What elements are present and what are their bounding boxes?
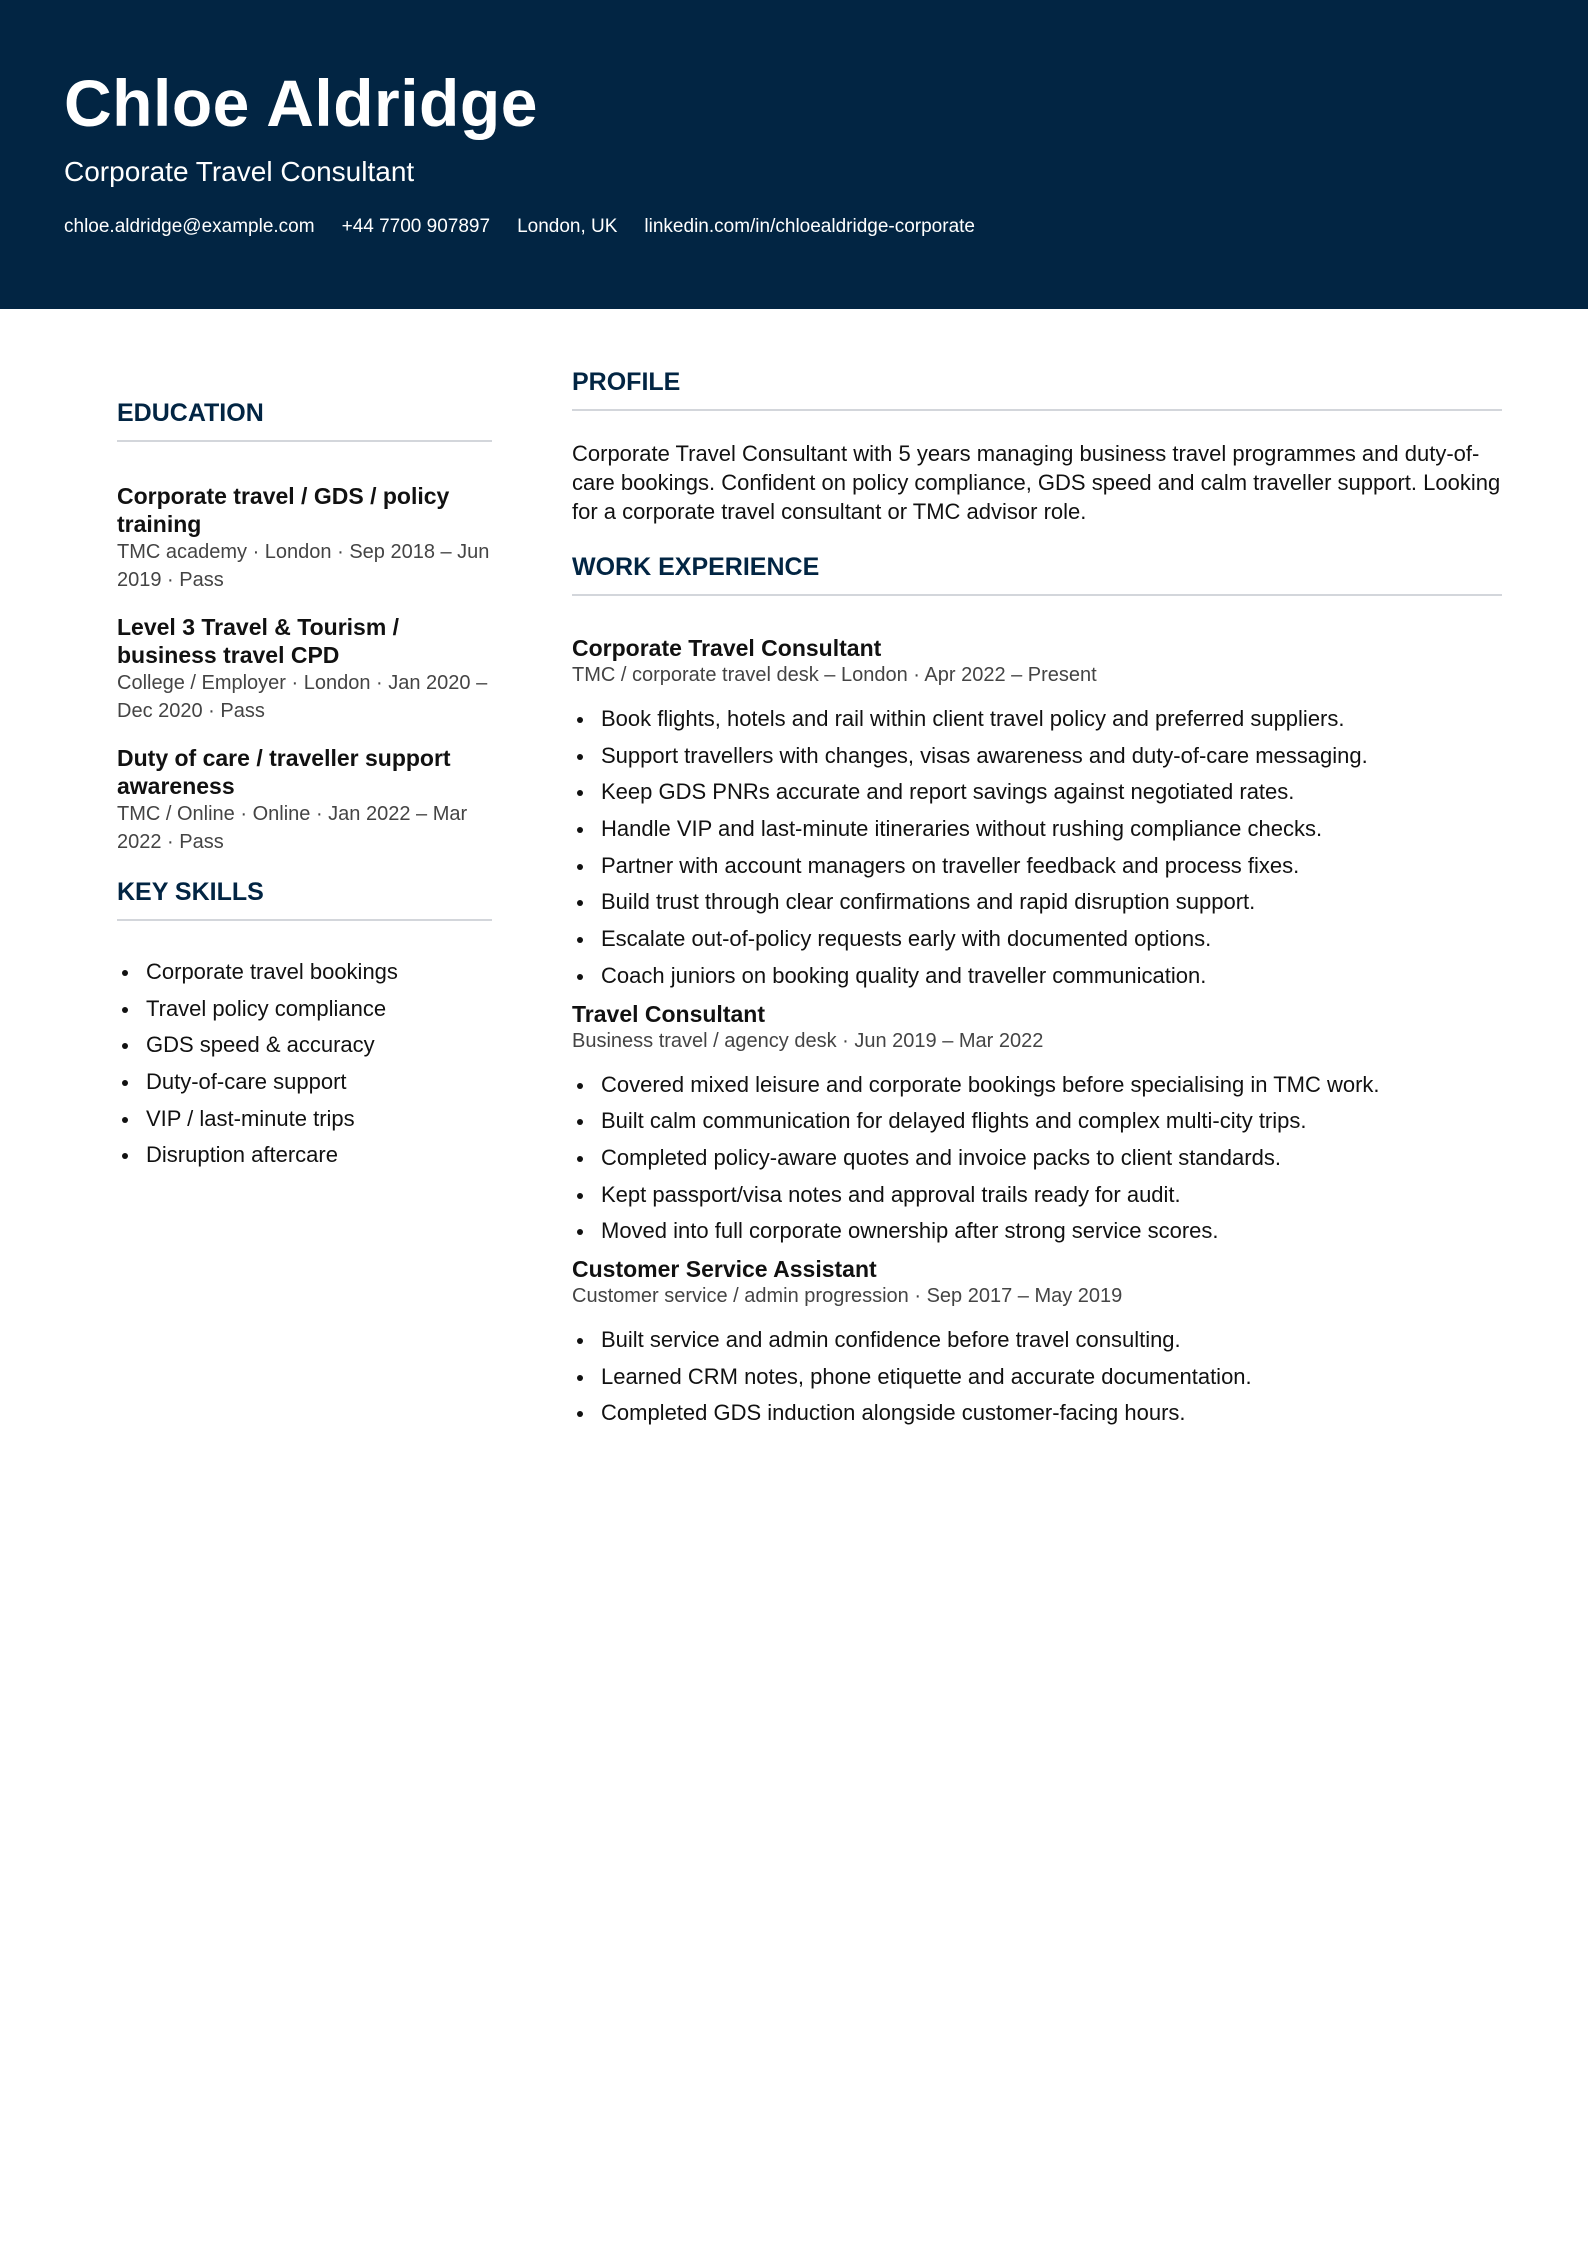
job-bullet: Moved into full corporate ownership after strong service scores. <box>572 1218 1502 1244</box>
job-bullets <box>572 1072 1502 1245</box>
job-bullet: Covered mixed leisure and corporate bookings before specialising in TMC work. <box>572 1072 1502 1098</box>
job-entry <box>572 634 1502 989</box>
contact-phone[interactable]: +44 7700 907897 <box>341 216 491 237</box>
job-bullet: Keep GDS PNRs accurate and report savings against negotiated rates. <box>572 779 1502 805</box>
work-experience-heading: WORK EXPERIENCE <box>572 553 820 581</box>
job-bullet: Handle VIP and last-minute itineraries without rushing compliance checks. <box>572 816 1502 842</box>
education-meta: College / Employer · London · Jan 2020 – Dec 2020 · Pass <box>117 672 488 722</box>
education-title: Duty of care / traveller support awareness <box>117 745 451 799</box>
education-list <box>117 482 492 856</box>
work-experience-section <box>572 550 1502 1426</box>
skill-item: Travel policy compliance <box>117 996 492 1022</box>
candidate-name: Chloe Aldridge <box>64 66 538 140</box>
job-title: Customer Service Assistant <box>572 1255 877 1282</box>
skill-item: Duty-of-care support <box>117 1069 492 1095</box>
contact-bar <box>64 214 1002 240</box>
job-meta: Business travel / agency desk · Jun 2019 – Mar 2022 <box>572 1029 1044 1052</box>
profile-section <box>572 365 1502 526</box>
job-entry <box>572 1000 1502 1245</box>
job-bullet: Completed GDS induction alongside customer-facing hours. <box>572 1400 1502 1426</box>
job-bullet: Build trust through clear confirmations and rapid disruption support. <box>572 889 1502 915</box>
left-column <box>117 396 492 1179</box>
education-title: Corporate travel / GDS / policy training <box>117 483 450 537</box>
education-item <box>117 613 492 725</box>
job-bullet: Learned CRM notes, phone etiquette and accurate documentation. <box>572 1364 1502 1390</box>
job-bullets <box>572 706 1502 989</box>
education-heading: EDUCATION <box>117 399 264 427</box>
candidate-role: Corporate Travel Consultant <box>64 156 415 187</box>
skill-item: Disruption aftercare <box>117 1142 492 1168</box>
contact-email[interactable]: chloe.aldridge@example.com <box>64 216 315 237</box>
skill-item: VIP / last-minute trips <box>117 1106 492 1132</box>
skills-section <box>117 875 492 1168</box>
section-divider <box>572 409 1502 411</box>
profile-heading: PROFILE <box>572 368 681 396</box>
job-entry <box>572 1255 1502 1426</box>
job-bullet: Completed policy-aware quotes and invoice packs to client standards. <box>572 1145 1502 1171</box>
contact-location: London, UK <box>517 216 618 237</box>
skill-item: Corporate travel bookings <box>117 959 492 985</box>
job-bullet: Built calm communication for delayed flights and complex multi-city trips. <box>572 1108 1502 1134</box>
job-bullet: Coach juniors on booking quality and traveller communication. <box>572 963 1502 989</box>
education-section <box>117 396 492 856</box>
header-banner <box>0 0 1588 309</box>
skills-list <box>117 959 492 1168</box>
right-column <box>572 365 1502 1437</box>
job-bullet: Built service and admin confidence before travel consulting. <box>572 1327 1502 1353</box>
job-meta: Customer service / admin progression · Sep 2017 – May 2019 <box>572 1284 1123 1307</box>
job-bullet: Book flights, hotels and rail within client travel policy and preferred suppliers. <box>572 706 1502 732</box>
section-divider <box>117 919 492 921</box>
job-title: Corporate Travel Consultant <box>572 635 882 661</box>
contact-linkedin[interactable]: linkedin.com/in/chloealdridge-corporate <box>644 216 975 237</box>
education-title: Level 3 Travel & Tourism / business travel CPD <box>117 614 400 668</box>
job-bullet: Escalate out-of-policy requests early with documented options. <box>572 926 1502 952</box>
skill-item: GDS speed & accuracy <box>117 1032 492 1058</box>
job-bullet: Kept passport/visa notes and approval trails ready for audit. <box>572 1182 1502 1208</box>
skills-heading: KEY SKILLS <box>117 878 264 906</box>
job-meta: TMC / corporate travel desk – London · Apr 2022 – Present <box>572 664 1097 686</box>
education-item <box>117 482 492 594</box>
section-divider <box>572 594 1502 596</box>
job-bullet: Partner with account managers on traveller feedback and process fixes. <box>572 853 1502 879</box>
education-meta: TMC / Online · Online · Jan 2022 – Mar 2022 · Pass <box>117 803 468 853</box>
job-bullets <box>572 1327 1502 1426</box>
job-title: Travel Consultant <box>572 1000 765 1027</box>
profile-summary: Corporate Travel Consultant with 5 years managing business travel programmes and duty-of-care bookings. Confident on policy compliance, GDS speed and calm traveller support. Looking for a corporate travel consultant or TMC advisor role. <box>572 441 1501 524</box>
section-divider <box>117 440 492 442</box>
job-bullet: Support travellers with changes, visas awareness and duty-of-care messaging. <box>572 743 1502 769</box>
education-item <box>117 744 492 856</box>
education-meta: TMC academy · London · Sep 2018 – Jun 2019 · Pass <box>117 541 490 591</box>
